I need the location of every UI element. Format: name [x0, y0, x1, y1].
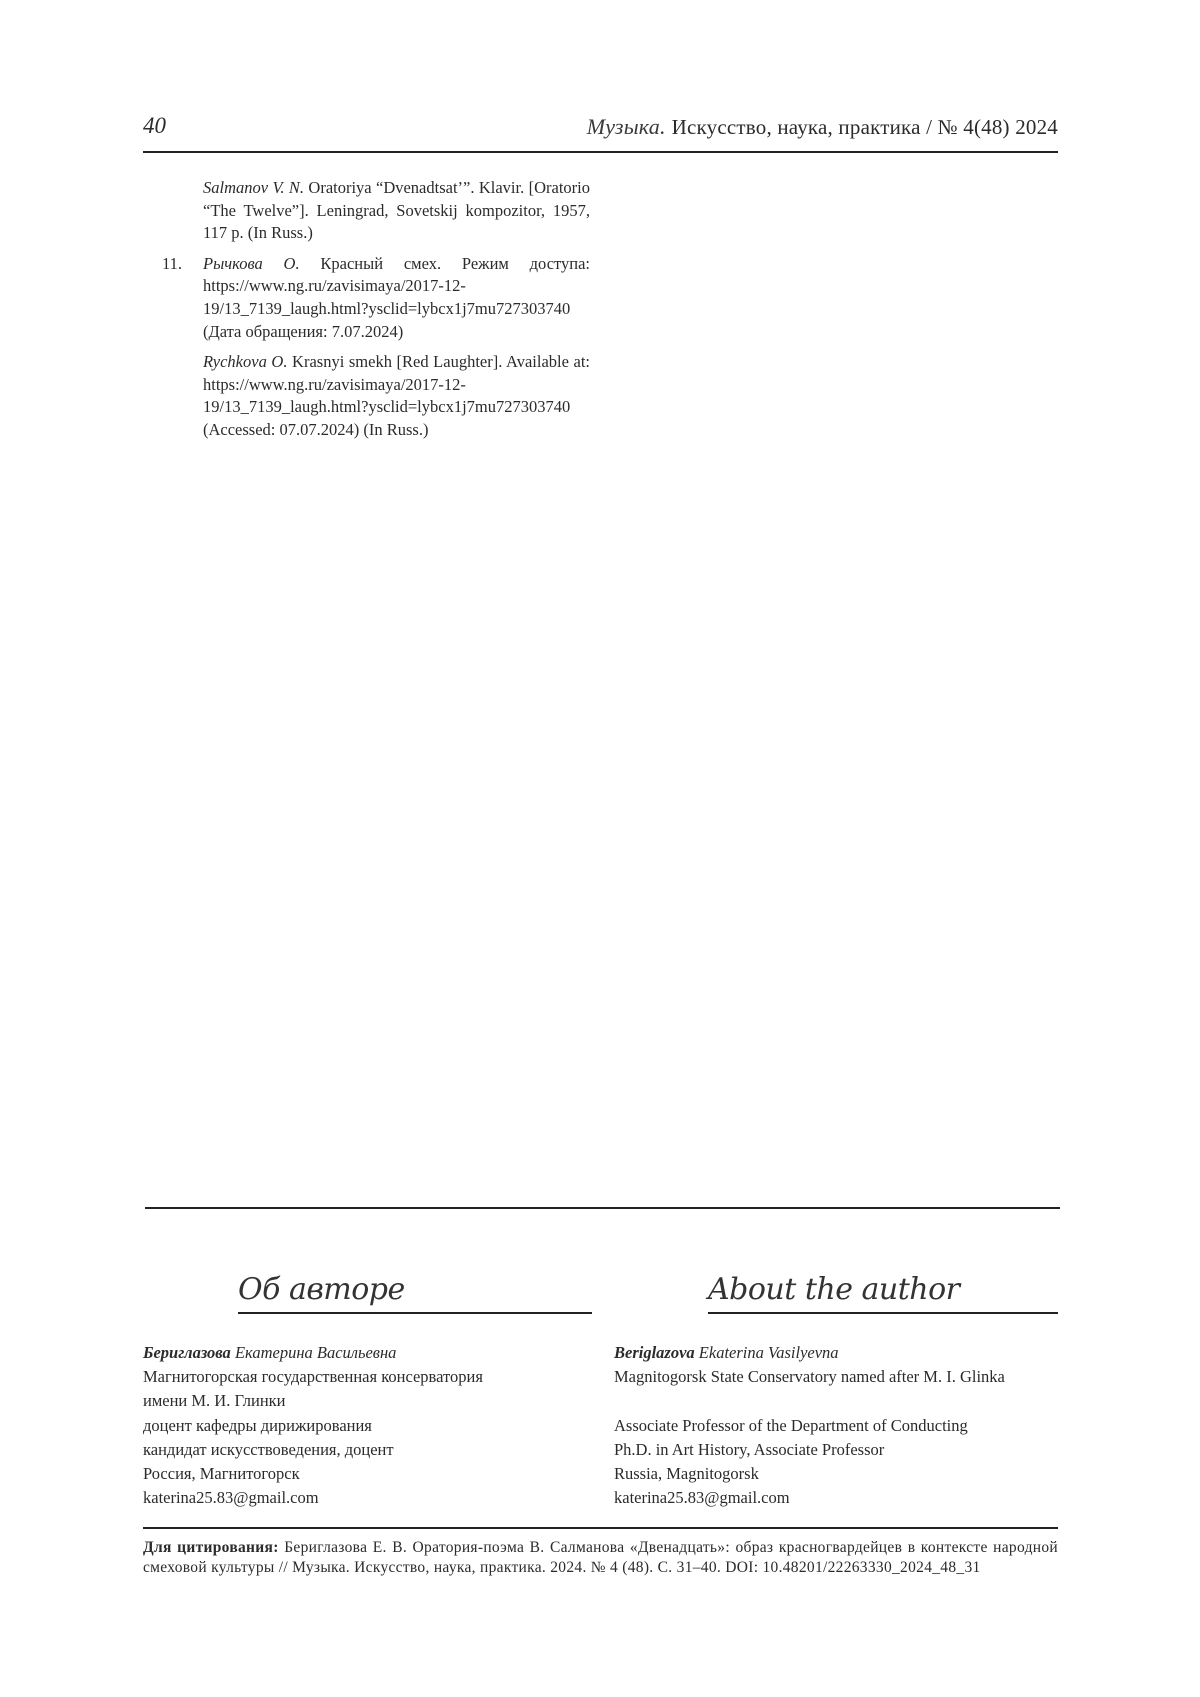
reference-authors: Рычкова О.	[203, 253, 300, 273]
author-surname: Бериглазова	[143, 1343, 231, 1362]
reference-list	[150, 177, 590, 450]
author-given-names: Екатерина Васильевна	[234, 1343, 397, 1362]
reference-text: Красный смех. Режим доступа: https://www.ng.ru/zavisimaya/2017-12-19/13_7139_laugh.html?ysclid=lybcx1j7mu727303740 (Дата обращения: 7.07.2024)	[203, 253, 590, 341]
section-divider	[145, 1207, 1060, 1209]
reference-10-en	[150, 177, 590, 245]
author-name	[614, 1341, 1058, 1365]
author-location: Russia, Magnitogorsk	[614, 1464, 759, 1483]
about-author-ru-heading: Об авторе	[238, 1272, 405, 1307]
header-rule	[143, 151, 1058, 153]
spacer	[614, 1389, 1058, 1413]
about-author-en-underline	[708, 1312, 1058, 1314]
citation-text: Бериглазова Е. В. Оратория-поэма В. Салманова «Двенадцать»: образ красногвардейцев в контексте народной смеховой культуры // Музыка. Искусство, наука, практика. 2024. № 4 (48). С. 31–40. DOI: 10.48201/22263330_2024_48_31	[143, 1539, 1058, 1576]
journal-running-title	[587, 114, 1058, 140]
reference-text: Krasnyi smekh [Red Laughter]. Available at: https://www.ng.ru/zavisimaya/2017-12-19/13_7139_laugh.html?ysclid=lybcx1j7mu727303740 (Accessed: 07.07.2024) (In Russ.)	[203, 352, 591, 439]
journal-brand: Музыка.	[586, 114, 666, 139]
author-degree: кандидат искусствоведения, доцент	[143, 1439, 394, 1459]
author-email: katerina25.83@gmail.com	[143, 1488, 319, 1508]
citation-block	[143, 1538, 1058, 1578]
author-degree: Ph.D. in Art History, Associate Professor	[614, 1439, 885, 1459]
author-surname: Beriglazova	[614, 1343, 695, 1362]
page-number: 40	[143, 113, 166, 138]
author-name	[143, 1341, 583, 1365]
author-position: Associate Professor of the Department of Conducting	[614, 1415, 968, 1435]
author-affiliation-cont: имени М. И. Глинки	[143, 1391, 286, 1411]
author-affiliation: Магнитогорская государственная консерватория	[143, 1367, 483, 1387]
reference-text: Oratoriya “Dvenadtsat’”. Klavir. [Oratorio “The Twelve”]. Leningrad, Sovetskij kompozitor, 1957, 117 p. (In Russ.)	[203, 178, 590, 243]
author-given-names: Ekaterina Vasilyevna	[698, 1343, 839, 1362]
reference-authors: Salmanov V. N.	[203, 178, 305, 197]
author-info-ru	[143, 1341, 583, 1510]
reference-11-ru	[150, 253, 590, 343]
citation-label: Для цитирования:	[143, 1539, 279, 1556]
about-author-ru-underline	[238, 1312, 592, 1314]
citation-divider	[143, 1527, 1058, 1529]
author-affiliation: Magnitogorsk State Conservatory named after M. I. Glinka	[614, 1367, 1005, 1387]
author-location: Россия, Магнитогорск	[143, 1464, 300, 1484]
reference-number: 11.	[162, 253, 183, 273]
reference-authors: Rychkova O.	[203, 352, 288, 372]
about-author-en-heading: About the author	[708, 1272, 960, 1307]
author-info-en	[614, 1341, 1058, 1510]
author-position: доцент кафедры дирижирования	[143, 1415, 372, 1435]
journal-title: Искусство, наука, практика / № 4(48) 2024	[671, 115, 1058, 139]
reference-11-en	[150, 351, 590, 441]
author-email: katerina25.83@gmail.com	[614, 1488, 790, 1508]
